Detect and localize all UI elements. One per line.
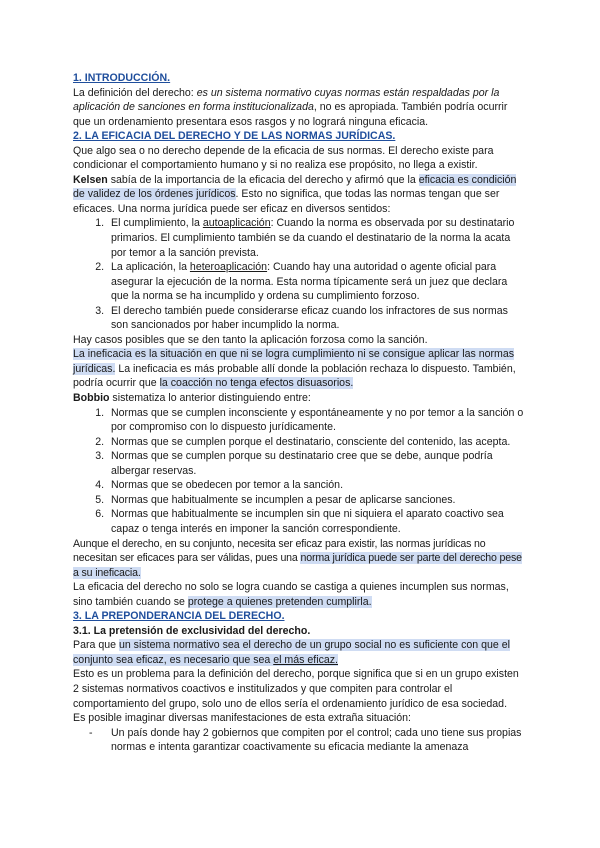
paragraph-exclusividad: Para que un sistema normativo sea el derecho de un grupo social no es suficiente con que el conjunto sea eficaz, es necesario que sea el más eficaz. [73,639,510,666]
term-heteroaplicacion: heteroaplicación [189,261,268,274]
highlight-mas-eficaz: el más eficaz. [273,653,338,666]
author-kelsen: Kelsen [73,173,108,186]
list-item: 1. Normas que se cumplen inconsciente y espontáneamente y no por temor a la sanción o por compromiso con lo dispuesto jurídicamente. [107,406,525,435]
list-item: 3. Normas que se cumplen porque su destinatario cree que se debe, aunque podría albergar reservas. [107,449,525,478]
highlight-ineficacia: La ineficacia es la situación en que ni se logra cumplimiento ni se consigue aplicar las normas jurídicas. [73,348,515,375]
section-heading-preponderancia: 3. LA PREPONDERANCIA DEL DERECHO. [73,610,285,623]
list-item: 5. Normas que habitualmente se incumplen a pesar de aplicarse sanciones. [107,493,525,508]
subsection-heading-exclusividad: 3.1. La pretensión de exclusividad del derecho. [73,624,311,637]
document-page [73,71,525,755]
paragraph-manifestaciones: Es posible imaginar diversas manifestaciones de esta extraña situación: [73,712,412,725]
paragraph-ineficacia: La ineficacia es la situación en que ni se logra cumplimiento ni se consigue aplicar las normas jurídicas. La ineficacia es más probable allí donde la población rechaza lo dispuesto. También, podría ocurrir que la coacción no tenga efectos disuasorios. [73,348,516,390]
list-item: - Un país donde hay 2 gobiernos que compiten por el control; cada uno tiene sus propias normas e intenta garantizar coactivamente su eficacia mediante la amenaza [89,726,522,754]
paragraph-definition: La definición del derecho: es un sistema normativo cuyas normas están respaldadas por la aplicación de sanciones en forma institucionalizada, no es apropiada. También podría ocurrir que un ordenamiento presentara esos rasgos y no logrará ninguna eficacia. [73,86,508,128]
dash-bullet: - [89,726,93,739]
highlight-coaccion: la coacción no tenga efectos disuasorios. [159,377,354,390]
author-bobbio: Bobbio [73,392,110,405]
highlight-validez: norma jurídica puede ser parte del derecho pese a su ineficacia. [73,552,522,579]
highlight-proteccion: protege a quienes pretenden cumplirla. [187,595,372,608]
paragraph-castigo: La eficacia del derecho no solo se logra cuando se castiga a quienes incumplen sus normas, sino también cuando se protege a quienes pretenden cumplirla. [73,581,509,608]
list-item: 6. Normas que habitualmente se incumplen sin que ni siquiera el aparato coactivo sea capaz o tenga interés en imponer la sanción correspondiente. [107,507,525,536]
efficacy-senses-list [73,216,525,332]
bobbio-list [73,406,525,537]
section-heading-introduccion: 1. INTRODUCCIÓN. [73,72,171,84]
manifestations-list [73,726,525,755]
paragraph-problema: Esto es un problema para la definición del derecho, porque significa que si en un grupo existen 2 sistemas normativos coactivos e institulizados y que compiten para controlar el comportamiento del grupo, solo uno de ellos sería el ordenamiento jurídico de esa sociedad. [73,668,519,710]
list-item: 1. El cumplimiento, la autoaplicación: Cuando la norma es observada por su destinatario primarios. El cumplimiento también se da cuando el destinatario de la norma la acata por temor a la sanción prevista. [107,216,525,260]
paragraph-kelsen: Kelsen sabía de la importancia de la eficacia del derecho y afirmó que la eficacia es condición de validez de los órdenes jurídicos. Esto no significa, que todas las normas tengan que ser eficaces. Una norma jurídica puede ser eficaz en diversos sentidos: [73,173,517,215]
paragraph-eficacia-intro: Que algo sea o no derecho depende de la eficacia de sus normas. El derecho existe para condicionar el comportamiento humano y si no realiza ese propósito, no llega a existir. [73,144,494,172]
definition-emphasis: es un sistema normativo cuyas normas están respaldadas por la aplicación de sanciones en forma institucionalizada [73,86,500,114]
list-item: 4. Normas que se obedecen por temor a la sanción. [107,478,525,493]
list-item: 2. La aplicación, la heteroaplicación: Cuando hay una autoridad o agente oficial para asegurar la ejecución de la norma. Esta norma típicamente será un juez que declara que la norma se ha incumplido y ordena su cumplimiento forzoso. [107,260,525,304]
list-item: 2. Normas que se cumplen porque el destinatario, consciente del contenido, las acepta. [107,435,525,450]
paragraph-validez: Aunque el derecho, en su conjunto, necesita ser eficaz para existir, las normas jurídicas no necesitan ser eficaces para ser válidas, pues una norma jurídica puede ser parte del derecho pese a su ineficacia. [73,537,522,579]
list-item: 3. El derecho también puede considerarse eficaz cuando los infractores de sus normas son sancionados por haber incumplido la norma. [107,304,525,333]
highlight-kelsen: eficacia es condición de validez de los órdenes jurídicos [73,173,517,201]
paragraph-bobbio: Bobbio sistematiza lo anterior distinguiendo entre: [73,392,311,405]
section-heading-eficacia: 2. LA EFICACIA DEL DERECHO Y DE LAS NORMAS JURÍDICAS. [73,130,396,143]
paragraph-casos: Hay casos posibles que se den tanto la aplicación forzosa como la sanción. [73,333,428,346]
highlight-sistema-normativo: un sistema normativo sea el derecho de un grupo social no es suficiente con que el conjunto sea eficaz, es necesario que sea [73,639,510,666]
term-autoaplicacion: autoaplicación [202,217,271,230]
